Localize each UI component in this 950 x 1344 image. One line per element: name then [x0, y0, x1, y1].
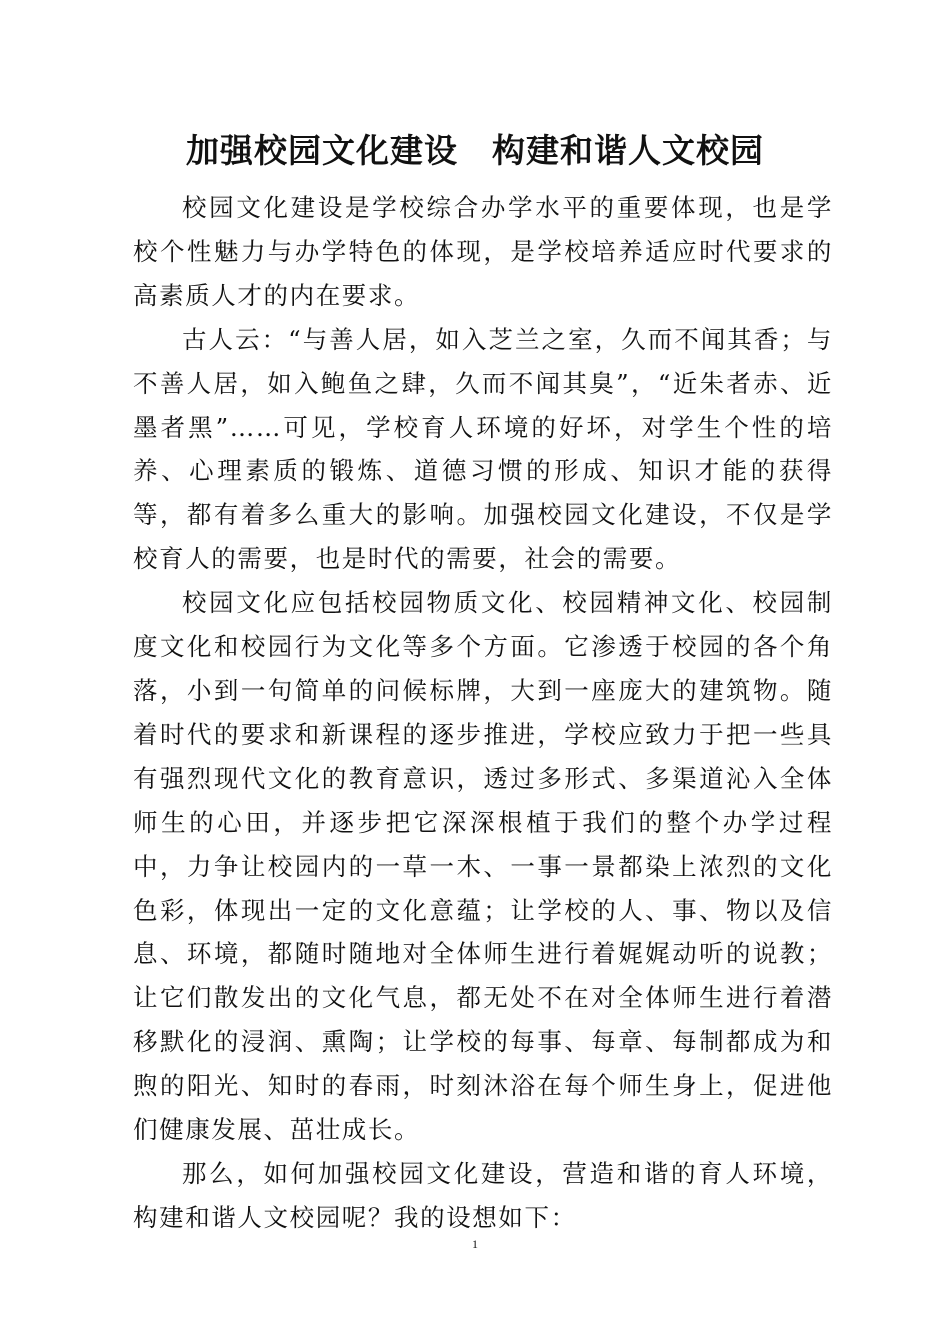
paragraph-1: 校园文化建设是学校综合办学水平的重要体现，也是学校个性魅力与办学特色的体现，是学校培养适应时代要求的高素质人才的内在要求。	[133, 193, 833, 310]
document-title: 加强校园文化建设 构建和谐人文校园	[186, 131, 764, 170]
paragraph-2: 古人云：“与善人居，如入芝兰之室，久而不闻其香；与不善人居，如入鲍鱼之肆，久而不闻其臭”，“近朱者赤、近墨者黑”……可见，学校育人环境的好坏，对学生个性的培养、心理素质的锻炼、道德习惯的形成、知识才能的获得等，都有着多么重大的影响。加强校园文化建设，不仅是学校育人的需要，也是时代的需要，社会的需要。	[133, 324, 833, 574]
document-body	[133, 186, 833, 1240]
paragraph-4: 那么，如何加强校园文化建设，营造和谐的育人环境，构建和谐人文校园呢？我的设想如下：	[133, 1158, 833, 1232]
page-number: 1	[472, 1237, 478, 1251]
paragraph-3: 校园文化应包括校园物质文化、校园精神文化、校园制度文化和校园行为文化等多个方面。它渗透于校园的各个角落，小到一句简单的问候标牌，大到一座庞大的建筑物。随着时代的要求和新课程的逐步推进，学校应致力于把一些具有强烈现代文化的教育意识，透过多形式、多渠道沁入全体师生的心田，并逐步把它深深根植于我们的整个办学过程中，力争让校园内的一草一木、一事一景都染上浓烈的文化色彩，体现出一定的文化意蕴；让学校的人、事、物以及信息、环境，都随时随地对全体师生进行着娓娓动听的说教；让它们散发出的文化气息，都无处不在对全体师生进行着潜移默化的浸润、熏陶；让学校的每事、每章、每制都成为和煦的阳光、知时的春雨，时刻沐浴在每个师生身上，促进他们健康发展、茁壮成长。	[133, 588, 833, 1145]
